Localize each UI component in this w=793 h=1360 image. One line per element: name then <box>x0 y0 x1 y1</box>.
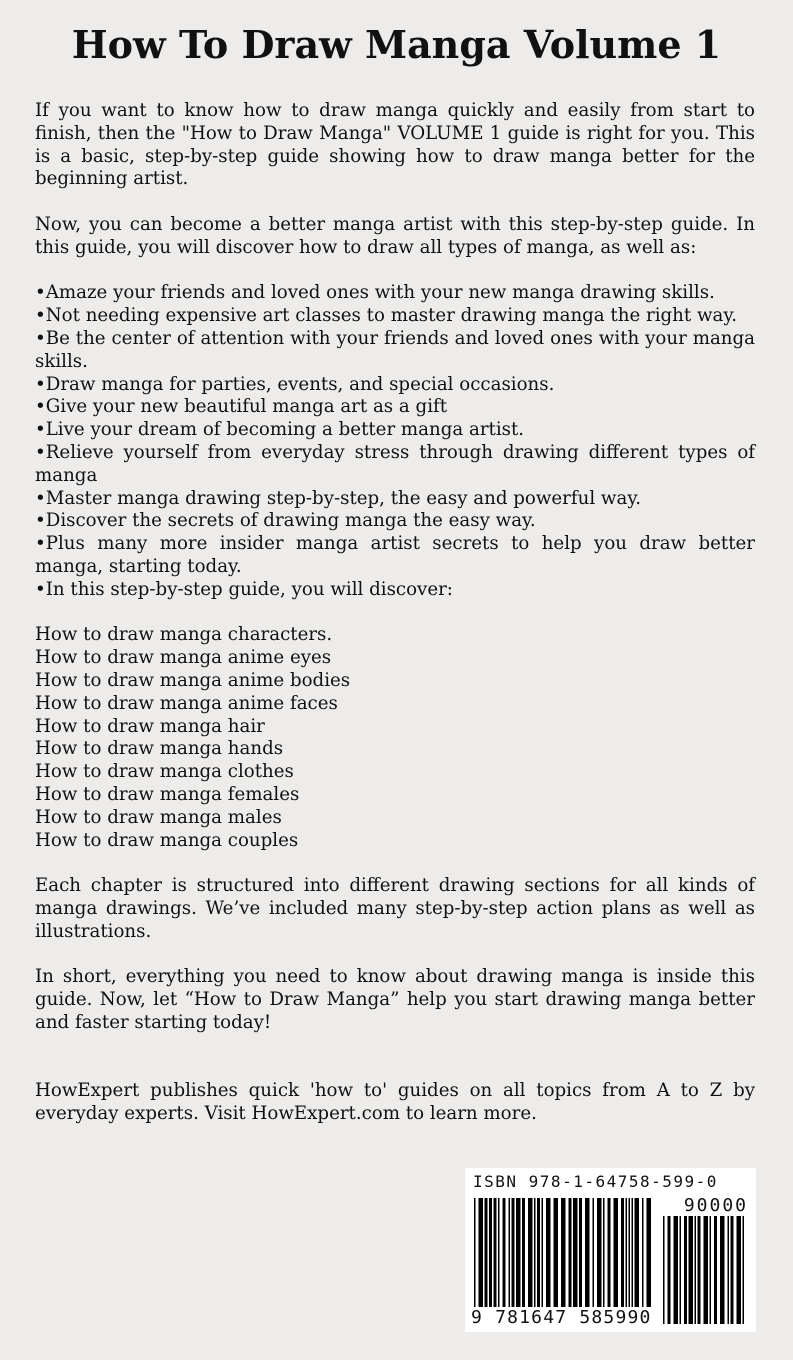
barcode-bar <box>720 1216 725 1324</box>
price-code-label: 90000 <box>683 1195 748 1216</box>
barcode-bar <box>668 1216 671 1324</box>
barcode-bar <box>593 1198 595 1324</box>
list-item: • Live your dream of becoming a better manga artist. <box>35 419 755 442</box>
barcode-bar <box>629 1198 631 1324</box>
barcode-bar <box>731 1216 734 1324</box>
barcode-bar <box>489 1198 492 1324</box>
barcode-bar <box>485 1198 488 1324</box>
list-item: • Give your new beautiful manga art as a gift <box>35 396 755 419</box>
barcode-bar <box>626 1198 628 1324</box>
barcode-bar <box>710 1216 712 1324</box>
barcode-bar <box>737 1216 742 1324</box>
barcode-bar <box>494 1198 497 1324</box>
barcode-bar <box>632 1198 634 1324</box>
publisher-paragraph: HowExpert publishes quick 'how to' guides on all topics from A to Z by everyday experts. Visit HowExpert.com to learn more. <box>35 1080 755 1125</box>
list-item: • Relieve yourself from everyday stress through drawing different types of manga <box>35 442 755 488</box>
barcode-bar <box>635 1198 640 1324</box>
barcode-bar <box>573 1198 578 1324</box>
barcode-bar <box>509 1198 511 1324</box>
list-item: How to draw manga males <box>35 806 282 828</box>
intro-paragraph: If you want to know how to draw manga quickly and easily from start to finish, then the "How to Draw Manga" VOLUME 1 guide is right for you. This is a basic, step-by-step guide showing how to draw manga better for the beginning artist. <box>35 100 755 190</box>
barcode-bar <box>528 1198 533 1324</box>
barcode-bar <box>647 1198 652 1324</box>
barcode-bar <box>561 1198 566 1324</box>
ean-digits-label: 9 781647 585990 <box>471 1307 652 1328</box>
list-item: How to draw manga anime eyes <box>35 647 332 669</box>
barcode-bar <box>512 1198 515 1324</box>
barcode-bar <box>585 1198 590 1324</box>
barcode-bar <box>684 1216 687 1324</box>
list-item: How to draw manga hair <box>35 715 265 737</box>
list-item: • In this step-by-step guide, you will discover: <box>35 579 755 602</box>
barcode-bar <box>689 1216 694 1324</box>
barcode-bar <box>608 1198 611 1324</box>
back-cover-text <box>35 100 755 1126</box>
barcode-bar <box>542 1198 544 1324</box>
barcode-block <box>465 1168 756 1332</box>
list-item: How to draw manga anime faces <box>35 692 338 714</box>
barcode-bar <box>498 1198 500 1324</box>
barcode-bar <box>569 1198 572 1324</box>
barcode-bar <box>474 1198 476 1324</box>
barcode-bar <box>663 1216 665 1324</box>
book-title: How To Draw Manga Volume 1 <box>71 22 722 67</box>
chapters-paragraph: Each chapter is structured into different drawing sections for all kinds of manga drawings. We’ve included many step-by-step action plans as well as illustrations. <box>35 875 755 942</box>
barcode-bar <box>614 1198 619 1324</box>
list-item: • Discover the secrets of drawing manga the easy way. <box>35 510 755 533</box>
list-item: • Draw manga for parties, events, and special occasions. <box>35 374 755 397</box>
addon-barcode <box>662 1216 748 1324</box>
isbn-label: ISBN 978-1-64758-599-0 <box>473 1172 718 1191</box>
summary-paragraph: In short, everything you need to know about drawing manga is inside this guide. Now, let “How to Draw Manga” help you start drawing manga better and faster starting today! <box>35 966 755 1033</box>
barcode-bar <box>714 1216 717 1324</box>
list-item: How to draw manga characters. <box>35 624 333 646</box>
benefits-list <box>35 282 755 601</box>
barcode-bar <box>728 1216 730 1324</box>
list-item: How to draw manga couples <box>35 829 299 851</box>
list-item: • Amaze your friends and loved ones with your new manga drawing skills. <box>35 282 755 305</box>
barcode-bar <box>680 1216 682 1324</box>
list-item: How to draw manga hands <box>35 738 284 760</box>
barcode-bar <box>534 1198 536 1324</box>
list-item: How to draw manga clothes <box>35 761 294 783</box>
barcode-bar <box>479 1198 484 1324</box>
topics-list <box>35 624 755 852</box>
barcode-bar <box>522 1198 525 1324</box>
barcode-bar <box>621 1198 624 1324</box>
barcode-bar <box>537 1198 540 1324</box>
barcode-bar <box>597 1198 602 1324</box>
barcode-bar <box>674 1216 679 1324</box>
barcode-bar <box>579 1198 582 1324</box>
list-item: • Plus many more insider manga artist secrets to help you draw better manga, starting today. <box>35 533 755 579</box>
barcode-bar <box>546 1198 551 1324</box>
barcode-bar <box>642 1198 644 1324</box>
barcode-bar <box>704 1216 709 1324</box>
list-item: How to draw manga anime bodies <box>35 669 351 691</box>
barcode-bar <box>516 1198 521 1324</box>
lead-paragraph: Now, you can become a better manga artist with this step-by-step guide. In this guide, you will discover how to draw all types of manga, as well as: <box>35 213 755 258</box>
barcode-bar <box>503 1198 506 1324</box>
list-item: • Be the center of attention with your friends and loved ones with your manga skills. <box>35 328 755 374</box>
list-item: • Not needing expensive art classes to master drawing manga the right way. <box>35 305 755 328</box>
list-item: How to draw manga females <box>35 783 300 805</box>
barcode-bar <box>695 1216 697 1324</box>
barcode-bar <box>554 1198 559 1324</box>
barcode-bar <box>743 1216 745 1324</box>
barcode-bar <box>698 1216 701 1324</box>
list-item: • Master manga drawing step-by-step, the easy and powerful way. <box>35 488 755 511</box>
ean13-barcode <box>473 1198 653 1324</box>
barcode-bar <box>603 1198 605 1324</box>
